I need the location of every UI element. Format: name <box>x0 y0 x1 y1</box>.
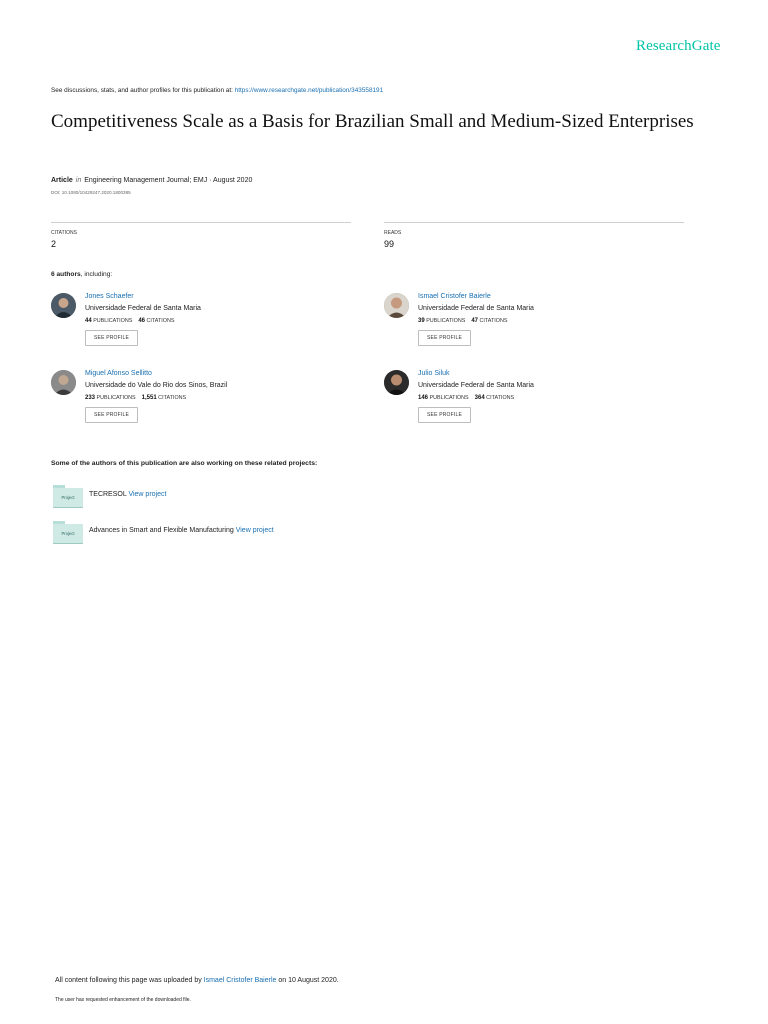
reads-stat <box>384 222 684 249</box>
citations-label: CITATIONS <box>146 318 175 324</box>
publication-type: Article <box>51 177 73 184</box>
authors-heading <box>51 271 112 278</box>
project-folder-label: Project <box>53 524 83 544</box>
publications-label: PUBLICATIONS <box>426 318 466 324</box>
researchgate-logo[interactable]: ResearchGate <box>636 38 721 54</box>
author-name-link[interactable]: Jones Schaefer <box>85 293 134 300</box>
citations-label: CITATIONS <box>51 230 77 236</box>
project-row <box>89 527 274 534</box>
author-publications-count: 146 <box>418 395 429 401</box>
author-institution: Universidade Federal de Santa Maria <box>418 305 534 312</box>
author-name-link[interactable]: Ismael Cristofer Baierle <box>418 293 491 300</box>
intro-text: See discussions, stats, and author profiles for this publication at: <box>51 87 235 94</box>
author-citations-count: 46 <box>138 318 146 324</box>
intro-line <box>51 87 383 94</box>
publications-label: PUBLICATIONS <box>429 395 469 401</box>
publication-meta <box>51 177 252 184</box>
citations-count: 2 <box>51 239 57 249</box>
view-project-link[interactable]: View project <box>235 527 274 534</box>
author-avatar[interactable] <box>51 370 76 395</box>
author-publications-count: 44 <box>85 318 92 324</box>
project-folder-label: Project <box>53 488 83 508</box>
author-citations-count: 47 <box>471 318 479 324</box>
publication-doi: DOI: 10.1080/10429247.2020.1800385 <box>51 190 131 195</box>
see-profile-button[interactable]: SEE PROFILE <box>85 330 138 346</box>
authors-heading-rest: , including: <box>80 271 113 278</box>
see-profile-button[interactable]: SEE PROFILE <box>418 407 471 423</box>
publications-label: PUBLICATIONS <box>93 318 133 324</box>
author-stats <box>85 318 201 324</box>
project-name: Advances in Smart and Flexible Manufacturing <box>89 527 234 534</box>
upload-suffix: on 10 August 2020. <box>276 977 339 984</box>
author-institution: Universidade do Vale do Rio dos Sinos, Brazil <box>85 382 228 389</box>
citations-label: CITATIONS <box>479 318 508 324</box>
project-folder-icon <box>53 521 83 543</box>
reads-count: 99 <box>384 239 395 249</box>
project-row <box>89 491 166 498</box>
author-avatar[interactable] <box>384 370 409 395</box>
author-citations-count: 1,551 <box>141 395 157 401</box>
see-profile-button[interactable]: SEE PROFILE <box>85 407 138 423</box>
in-label: in <box>75 177 82 184</box>
author-publications-count: 39 <box>418 318 425 324</box>
see-profile-button[interactable]: SEE PROFILE <box>418 330 471 346</box>
citations-label: CITATIONS <box>158 395 187 401</box>
author-avatar[interactable] <box>51 293 76 318</box>
uploader-link[interactable]: Ismael Cristofer Baierle <box>203 977 277 984</box>
project-folder-icon <box>53 485 83 507</box>
enhancement-note: The user has requested enhancement of the downloaded file. <box>55 997 191 1003</box>
authors-count: 6 authors <box>51 271 81 278</box>
author-citations-count: 364 <box>474 395 485 401</box>
citations-stat <box>51 222 351 249</box>
author-avatar[interactable] <box>384 293 409 318</box>
publication-venue: Engineering Management Journal; EMJ · August 2020 <box>84 177 253 184</box>
author-name-link[interactable]: Julio Siluk <box>418 370 450 377</box>
author-publications-count: 233 <box>85 395 96 401</box>
author-institution: Universidade Federal de Santa Maria <box>418 382 534 389</box>
author-stats <box>85 395 227 401</box>
author-stats <box>418 395 534 401</box>
upload-note <box>55 977 339 984</box>
author-name-link[interactable]: Miguel Afonso Sellitto <box>85 370 152 377</box>
reads-label: READS <box>384 230 402 236</box>
view-project-link[interactable]: View project <box>128 491 167 498</box>
upload-prefix: All content following this page was uploaded by <box>55 977 204 984</box>
author-stats <box>418 318 534 324</box>
author-institution: Universidade Federal de Santa Maria <box>85 305 201 312</box>
related-projects-heading: Some of the authors of this publication are also working on these related projects: <box>51 460 318 467</box>
project-name: TECRESOL <box>89 491 127 498</box>
publication-url-link[interactable]: https://www.researchgate.net/publication/343558191 <box>234 87 384 94</box>
citations-label: CITATIONS <box>486 395 515 401</box>
publications-label: PUBLICATIONS <box>96 395 136 401</box>
publication-title: Competitiveness Scale as a Basis for Brazilian Small and Medium-Sized Enterprises <box>51 111 694 132</box>
